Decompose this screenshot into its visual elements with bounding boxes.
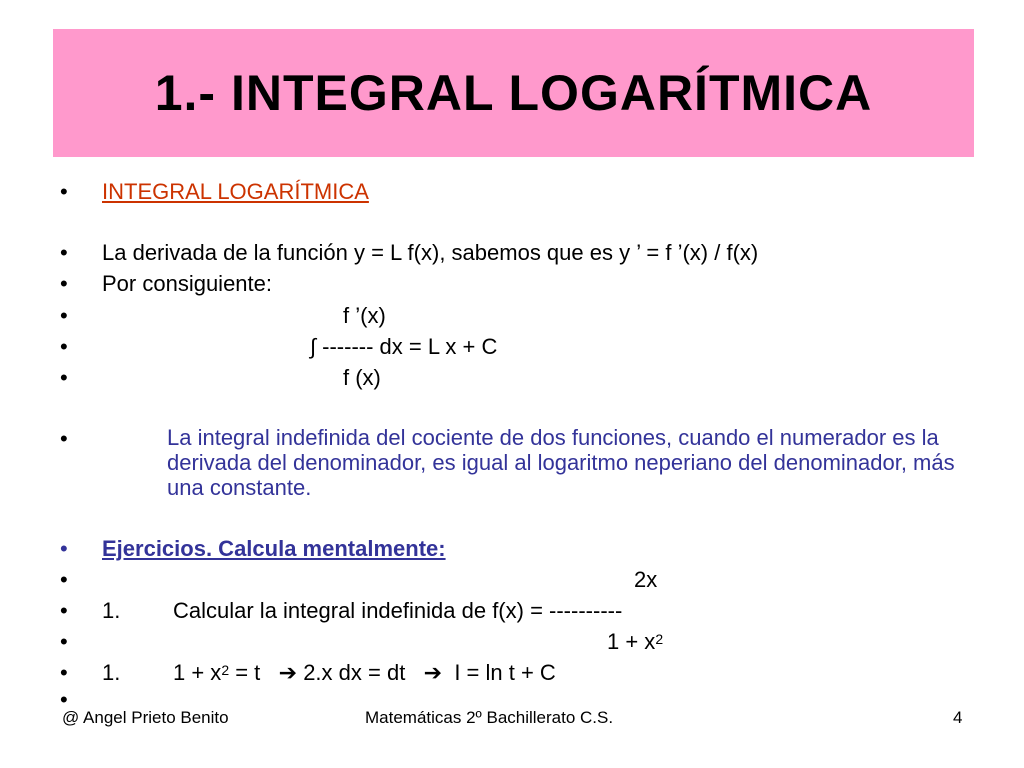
bullet: • [60, 687, 68, 712]
consequently-text: Por consiguiente: [102, 271, 272, 296]
slide-title: 1.- INTEGRAL LOGARÍTMICA [154, 65, 873, 121]
bullet: • [60, 536, 68, 561]
denominator-exponent: 2 [655, 631, 664, 647]
title-banner [53, 29, 974, 157]
bullet: • [60, 629, 68, 654]
footer-page-number: 4 [953, 708, 963, 727]
formula-denominator: f (x) [343, 365, 381, 390]
bullet: • [60, 240, 68, 265]
substitution-exponent: 2 [221, 662, 230, 678]
derivative-statement: La derivada de la función y = L f(x), sabemos que es y ’ = f ’(x) / f(x) [102, 240, 759, 265]
formula-numerator: f ’(x) [343, 303, 386, 328]
rule-text: La integral indefinida del cociente de dos funciones, cuando el numerador es la derivada del denominador, es igual al logaritmo neperiano del denominador, más una constante. [167, 425, 955, 500]
exercise-number: 1. [102, 598, 121, 623]
denominator-base: 1 + x [607, 629, 656, 654]
bullet: • [60, 365, 68, 390]
bullet: • [60, 660, 68, 685]
formula-integral: ∫ ------- dx = L x + C [310, 334, 498, 359]
bullet: • [60, 426, 68, 451]
footer-author: @ Angel Prieto Benito [62, 708, 229, 727]
bullet: • [60, 334, 68, 359]
exercises-heading: Ejercicios. Calcula mentalmente: [102, 536, 446, 561]
solution-number: 1. [102, 660, 121, 685]
bullet: • [60, 598, 68, 623]
exercise-statement: Calcular la integral indefinida de f(x) = ---------- [173, 598, 623, 623]
substitution-t: = t [229, 660, 279, 685]
bullet: • [60, 303, 68, 328]
footer-course: Matemáticas 2º Bachillerato C.S. [365, 708, 614, 727]
bullet: • [60, 271, 68, 296]
substitution-base: 1 + x [173, 660, 222, 685]
exercise-numerator: 2x [634, 567, 658, 592]
arrow-right-icon: ➔ [278, 660, 298, 685]
bullet: • [60, 567, 68, 592]
differential-step: 2.x dx = dt [297, 660, 424, 685]
exercise-denominator [607, 628, 663, 655]
section-heading: INTEGRAL LOGARÍTMICA [102, 179, 369, 204]
rule-paragraph [102, 425, 982, 500]
arrow-right-icon: ➔ [423, 660, 443, 685]
bullet: • [60, 179, 68, 204]
result-step: I = ln t + C [442, 660, 556, 685]
solution-steps [173, 659, 556, 686]
